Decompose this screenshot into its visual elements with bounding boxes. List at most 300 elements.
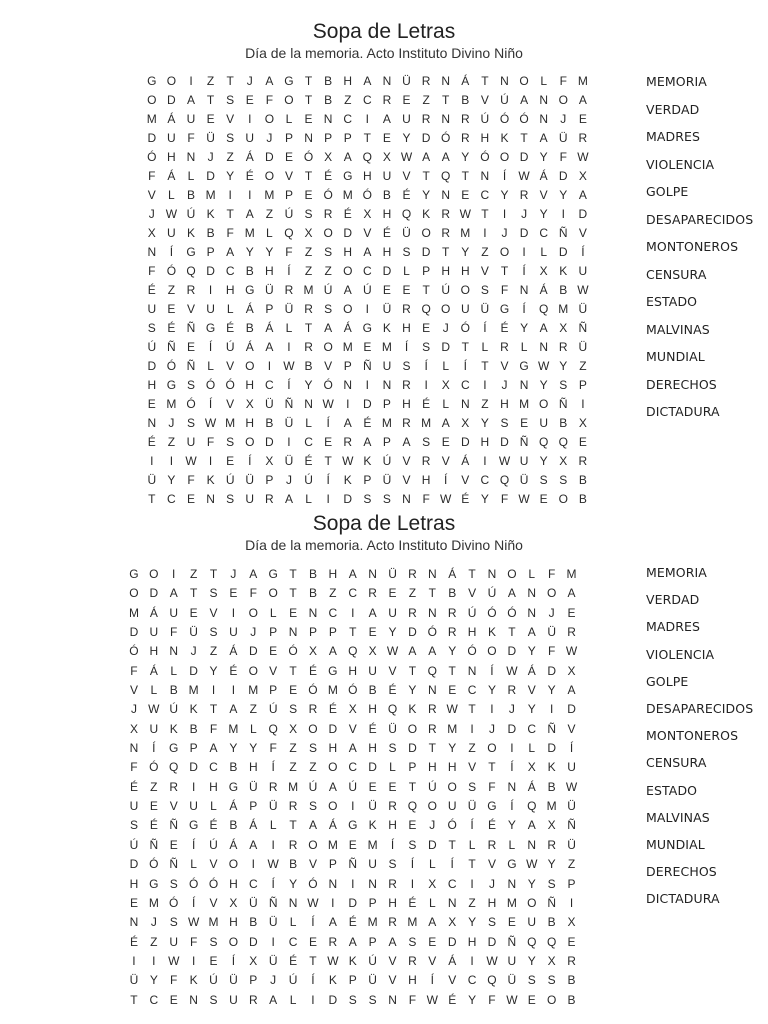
grid-letter: Í xyxy=(502,169,507,183)
grid-letter: X xyxy=(308,644,317,659)
grid-letter: B xyxy=(186,188,195,202)
grid-row xyxy=(124,991,594,1010)
word-list xyxy=(646,74,768,432)
grid-letter: Y xyxy=(559,359,568,373)
grid-letter: W xyxy=(400,150,413,164)
grid-letter: Á xyxy=(461,454,470,468)
grid-letter: N xyxy=(147,245,157,259)
grid-letter: U xyxy=(567,760,576,775)
grid-letter: Ü xyxy=(147,473,157,487)
grid-letter: Ó xyxy=(188,876,199,891)
grid-letter: É xyxy=(129,934,138,949)
word-list-item: GOLPE xyxy=(646,673,689,689)
grid-letter: N xyxy=(519,283,529,297)
grid-letter: K xyxy=(348,953,357,968)
grid-letter: H xyxy=(421,473,431,487)
grid-letter: É xyxy=(402,188,411,202)
grid-letter: D xyxy=(147,131,157,145)
grid-letter: Í xyxy=(424,359,428,373)
grid-letter: Ú xyxy=(427,779,437,794)
grid-letter: V xyxy=(388,973,397,988)
grid-letter: Ñ xyxy=(169,857,179,872)
grid-letter: Ñ xyxy=(186,359,196,373)
grid-letter: H xyxy=(343,245,353,259)
grid-letter: Y xyxy=(539,150,548,164)
grid-letter: D xyxy=(487,934,497,949)
grid-letter: B xyxy=(229,760,238,775)
grid-letter: Z xyxy=(468,895,476,910)
grid-letter: T xyxy=(500,264,509,278)
grid-row xyxy=(124,604,594,623)
grid-letter: Í xyxy=(152,741,156,756)
grid-letter: R xyxy=(402,378,411,392)
grid-letter: T xyxy=(304,74,313,88)
grid-letter: L xyxy=(428,857,436,872)
grid-letter: X xyxy=(249,953,258,968)
grid-letter: P xyxy=(308,625,317,640)
grid-letter: E xyxy=(229,586,238,601)
grid-letter: Q xyxy=(427,663,437,678)
grid-letter: F xyxy=(189,934,198,949)
grid-letter: Z xyxy=(344,93,352,107)
grid-letter: N xyxy=(169,644,179,659)
grid-row xyxy=(142,205,606,224)
grid-letter: Z xyxy=(150,934,158,949)
grid-letter: E xyxy=(206,112,215,126)
grid-letter: V xyxy=(324,359,333,373)
grid-letter: R xyxy=(408,953,417,968)
grid-letter: D xyxy=(167,93,176,107)
grid-row xyxy=(142,262,606,281)
grid-letter: M xyxy=(148,895,159,910)
grid-letter: R xyxy=(382,93,392,107)
grid-letter: R xyxy=(323,207,333,221)
grid-letter: L xyxy=(520,340,528,354)
grid-letter: T xyxy=(408,779,417,794)
grid-letter: S xyxy=(348,992,357,1007)
grid-letter: J xyxy=(130,702,137,717)
grid-letter: I xyxy=(189,74,193,88)
grid-letter: A xyxy=(539,131,548,145)
grid-letter: N xyxy=(507,779,517,794)
grid-letter: X xyxy=(567,663,576,678)
grid-letter: U xyxy=(245,492,255,506)
grid-letter: X xyxy=(289,721,298,736)
grid-letter: I xyxy=(271,934,275,949)
grid-letter: É xyxy=(226,321,235,335)
grid-letter: F xyxy=(209,721,218,736)
grid-letter: D xyxy=(368,760,377,775)
grid-letter: J xyxy=(508,702,515,717)
grid-letter: Y xyxy=(468,992,477,1007)
grid-letter: J xyxy=(168,416,175,430)
grid-letter: I xyxy=(311,992,315,1007)
grid-letter: Í xyxy=(271,760,275,775)
grid-letter: O xyxy=(264,112,275,126)
grid-letter: G xyxy=(129,567,139,581)
grid-letter: M xyxy=(558,302,569,316)
grid-letter: R xyxy=(447,625,457,640)
grid-letter: H xyxy=(500,397,509,411)
grid-letter: Ü xyxy=(388,567,397,581)
grid-letter: T xyxy=(289,663,297,678)
grid-letter: J xyxy=(548,605,555,620)
grid-letter: R xyxy=(248,992,258,1007)
grid-letter: Ü xyxy=(368,799,377,814)
grid-letter: Z xyxy=(249,702,257,717)
grid-letter: O xyxy=(323,340,333,354)
grid-letter: V xyxy=(402,454,411,468)
grid-letter: A xyxy=(245,207,254,221)
grid-letter: V xyxy=(388,663,397,678)
grid-letter: Í xyxy=(430,973,434,988)
grid-letter: H xyxy=(460,264,470,278)
grid-letter: D xyxy=(547,663,556,678)
puzzle-subtitle: Día de la memoria. Acto Instituto Divino Niño xyxy=(245,537,523,553)
grid-letter: I xyxy=(169,454,174,468)
grid-letter: Ü xyxy=(284,454,294,468)
grid-row xyxy=(124,642,594,661)
grid-letter: Q xyxy=(546,934,557,949)
grid-letter: N xyxy=(288,895,298,910)
grid-letter: A xyxy=(567,683,576,698)
grid-letter: C xyxy=(167,492,176,506)
grid-letter: E xyxy=(348,837,357,852)
grid-letter: L xyxy=(305,416,312,430)
grid-letter: A xyxy=(539,321,548,335)
grid-letter: O xyxy=(546,586,557,601)
grid-letter: W xyxy=(459,207,471,221)
grid-letter: X xyxy=(547,953,556,968)
word-list-item: MALVINAS xyxy=(646,809,710,825)
grid-letter: A xyxy=(527,818,536,833)
grid-letter: U xyxy=(229,625,238,640)
word-list-item: DESAPARECIDOS xyxy=(646,700,754,716)
grid-letter: Í xyxy=(444,473,448,487)
grid-letter: Ú xyxy=(288,973,298,988)
grid-letter: E xyxy=(507,915,516,930)
grid-letter: Í xyxy=(191,895,196,910)
grid-letter: R xyxy=(408,605,417,620)
grid-letter: D xyxy=(248,644,258,659)
grid-letter: M xyxy=(577,74,588,88)
grid-letter: L xyxy=(508,837,516,852)
grid-letter: C xyxy=(304,435,313,449)
grid-letter: D xyxy=(362,397,372,411)
grid-letter: É xyxy=(308,663,317,678)
grid-letter: Z xyxy=(289,741,297,756)
grid-letter: W xyxy=(506,663,518,678)
grid-letter: Á xyxy=(245,340,254,354)
grid-letter: L xyxy=(150,683,158,698)
grid-letter: Y xyxy=(559,188,568,202)
grid-letter: I xyxy=(191,953,196,968)
grid-letter: K xyxy=(408,702,417,717)
grid-letter: Ñ xyxy=(567,818,576,833)
grid-letter: K xyxy=(169,721,178,736)
grid-letter: O xyxy=(228,857,239,872)
grid-letter: R xyxy=(288,799,298,814)
grid-letter: R xyxy=(547,837,556,852)
grid-letter: W xyxy=(267,857,279,872)
grid-letter: L xyxy=(289,915,297,930)
grid-letter: B xyxy=(189,721,198,736)
grid-letter: X xyxy=(229,895,238,910)
grid-letter: Ú xyxy=(129,837,139,852)
grid-row xyxy=(124,816,594,835)
grid-letter: A xyxy=(388,934,397,949)
word-list-item: MUNDIAL xyxy=(646,836,705,852)
grid-letter: O xyxy=(539,397,549,411)
grid-letter: Í xyxy=(287,378,291,392)
grid-letter: Ó xyxy=(303,150,314,164)
grid-letter: C xyxy=(460,378,470,392)
grid-letter: N xyxy=(460,397,470,411)
grid-letter: A xyxy=(229,702,238,717)
grid-letter: W xyxy=(426,992,438,1007)
grid-letter: J xyxy=(250,625,257,640)
grid-row xyxy=(142,186,606,205)
grid-letter: B xyxy=(308,567,317,581)
grid-letter: Ú xyxy=(308,779,318,794)
grid-letter: T xyxy=(148,492,156,506)
grid-letter: O xyxy=(499,245,510,259)
grid-letter: O xyxy=(284,93,294,107)
grid-letter: N xyxy=(402,492,411,506)
grid-letter: G xyxy=(507,857,517,872)
grid-letter: J xyxy=(270,973,277,988)
letter-grid xyxy=(142,72,606,512)
grid-letter: Ó xyxy=(507,605,517,620)
grid-letter: Ú xyxy=(382,454,392,468)
grid-letter: S xyxy=(468,779,477,794)
grid-letter: P xyxy=(343,359,352,373)
grid-letter: Ú xyxy=(348,779,358,794)
grid-letter: H xyxy=(382,207,392,221)
grid-letter: Ñ xyxy=(507,934,517,949)
grid-row xyxy=(124,836,594,855)
word-list-item: GOLPE xyxy=(646,184,689,199)
grid-letter: W xyxy=(148,702,160,717)
grid-letter: G xyxy=(228,779,239,794)
grid-letter: W xyxy=(168,953,180,968)
grid-letter: E xyxy=(578,435,587,449)
word-list-item: MALVINAS xyxy=(646,321,710,337)
grid-letter: Ü xyxy=(265,397,274,411)
grid-letter: J xyxy=(190,644,197,659)
grid-letter: I xyxy=(287,435,291,449)
grid-row xyxy=(124,700,594,719)
grid-letter: E xyxy=(186,340,195,354)
grid-letter: M xyxy=(205,188,216,202)
grid-letter: E xyxy=(186,492,195,506)
grid-letter: I xyxy=(267,359,272,373)
grid-letter: T xyxy=(428,586,436,601)
grid-letter: E xyxy=(209,953,218,968)
grid-letter: G xyxy=(169,741,179,756)
grid-letter: P xyxy=(567,876,576,891)
grid-row xyxy=(124,894,594,913)
grid-letter: I xyxy=(211,683,216,698)
grid-letter: Y xyxy=(468,915,477,930)
grid-letter: Y xyxy=(245,245,254,259)
grid-letter: V xyxy=(269,663,278,678)
grid-letter: Ü xyxy=(402,226,411,240)
grid-letter: I xyxy=(365,302,369,316)
grid-letter: B xyxy=(304,359,313,373)
grid-letter: N xyxy=(368,876,377,891)
grid-letter: O xyxy=(245,359,255,373)
grid-letter: Z xyxy=(226,150,234,164)
word-list-item: VERDAD xyxy=(646,592,700,608)
grid-letter: Ú xyxy=(304,473,313,487)
grid-letter: M xyxy=(367,837,378,852)
word-list-item: DERECHOS xyxy=(646,864,717,880)
grid-letter: W xyxy=(307,895,319,910)
grid-letter: Y xyxy=(249,741,258,756)
grid-letter: V xyxy=(402,169,411,183)
grid-letter: T xyxy=(289,567,297,581)
grid-letter: Í xyxy=(311,973,315,988)
grid-letter: Á xyxy=(245,150,254,164)
grid-row xyxy=(124,758,594,777)
grid-row xyxy=(142,243,606,262)
grid-letter: Ó xyxy=(323,378,333,392)
grid-letter: O xyxy=(328,760,338,775)
grid-letter: N xyxy=(129,915,139,930)
grid-letter: S xyxy=(209,992,218,1007)
grid-letter: T xyxy=(408,663,417,678)
grid-letter: C xyxy=(265,378,274,392)
grid-letter: G xyxy=(499,302,510,316)
grid-letter: B xyxy=(559,416,568,430)
grid-letter: T xyxy=(304,321,313,335)
grid-letter: V xyxy=(527,683,536,698)
grid-letter: G xyxy=(348,818,358,833)
grid-letter: Ó xyxy=(186,397,196,411)
grid-letter: U xyxy=(189,799,198,814)
grid-letter: N xyxy=(427,605,437,620)
grid-letter: I xyxy=(208,454,213,468)
puzzle-panel-bottom xyxy=(0,512,768,1024)
grid-letter: I xyxy=(331,895,335,910)
grid-letter: A xyxy=(363,74,372,88)
grid-letter: X xyxy=(368,644,377,659)
grid-letter: I xyxy=(287,340,291,354)
grid-letter: F xyxy=(226,226,234,240)
puzzle-title: Sopa de Letras xyxy=(312,20,456,43)
grid-letter: Ü xyxy=(265,283,274,297)
grid-letter: J xyxy=(148,207,155,221)
grid-letter: L xyxy=(540,74,548,88)
grid-row xyxy=(142,281,606,300)
grid-letter: B xyxy=(578,473,587,487)
grid-letter: O xyxy=(248,663,258,678)
grid-letter: E xyxy=(428,934,437,949)
grid-row xyxy=(142,357,606,376)
grid-letter: S xyxy=(500,416,509,430)
grid-letter: X xyxy=(382,150,391,164)
grid-letter: I xyxy=(483,454,487,468)
grid-letter: U xyxy=(245,131,255,145)
grid-letter: B xyxy=(265,416,274,430)
grid-letter: U xyxy=(149,721,159,736)
grid-letter: R xyxy=(343,435,353,449)
grid-letter: P xyxy=(284,188,293,202)
grid-letter: G xyxy=(328,663,338,678)
grid-letter: A xyxy=(209,741,218,756)
grid-letter: F xyxy=(547,644,556,659)
word-list-item: DICTADURA xyxy=(646,891,720,907)
grid-letter: Ñ xyxy=(348,857,358,872)
grid-letter: L xyxy=(528,741,536,756)
grid-letter: R xyxy=(388,915,397,930)
grid-letter: A xyxy=(520,93,529,107)
grid-letter: M xyxy=(188,683,199,698)
grid-letter: N xyxy=(441,188,451,202)
grid-letter: E xyxy=(388,779,397,794)
grid-letter: Y xyxy=(448,644,457,659)
grid-letter: V xyxy=(388,953,397,968)
grid-letter: M xyxy=(264,188,275,202)
grid-letter: Z xyxy=(422,93,430,107)
grid-letter: S xyxy=(402,359,411,373)
grid-letter: U xyxy=(169,934,179,949)
grid-letter: Á xyxy=(343,321,352,335)
grid-letter: A xyxy=(226,245,235,259)
grid-letter: O xyxy=(264,169,275,183)
grid-letter: C xyxy=(328,605,338,620)
grid-letter: Z xyxy=(579,359,587,373)
grid-letter: C xyxy=(288,934,298,949)
grid-letter: Q xyxy=(348,644,358,659)
grid-letter: E xyxy=(129,895,138,910)
grid-letter: H xyxy=(245,378,255,392)
grid-letter: Y xyxy=(547,857,556,872)
grid-letter: I xyxy=(483,226,487,240)
grid-letter: B xyxy=(559,283,568,297)
grid-letter: Y xyxy=(527,953,536,968)
grid-letter: L xyxy=(285,321,293,335)
grid-letter: P xyxy=(284,131,293,145)
grid-letter: Ü xyxy=(519,473,529,487)
grid-letter: Á xyxy=(229,837,238,852)
grid-letter: O xyxy=(558,93,568,107)
grid-letter: C xyxy=(480,188,490,202)
grid-letter: T xyxy=(481,359,489,373)
grid-letter: H xyxy=(229,915,238,930)
grid-letter: Á xyxy=(448,567,457,581)
grid-letter: H xyxy=(147,378,157,392)
grid-letter: F xyxy=(408,992,417,1007)
grid-letter: N xyxy=(304,131,313,145)
grid-letter: E xyxy=(269,644,278,659)
grid-letter: K xyxy=(186,226,195,240)
grid-letter: C xyxy=(362,264,372,278)
grid-letter: J xyxy=(521,207,528,221)
grid-row xyxy=(124,584,594,603)
grid-letter: R xyxy=(265,492,274,506)
grid-letter: Z xyxy=(304,245,313,259)
grid-letter: N xyxy=(427,683,437,698)
grid-letter: T xyxy=(442,93,450,107)
grid-letter: H xyxy=(467,934,477,949)
grid-letter: N xyxy=(189,992,198,1007)
grid-letter: N xyxy=(447,895,457,910)
grid-letter: R xyxy=(421,74,431,88)
grid-letter: H xyxy=(328,741,338,756)
grid-letter: E xyxy=(527,992,536,1007)
